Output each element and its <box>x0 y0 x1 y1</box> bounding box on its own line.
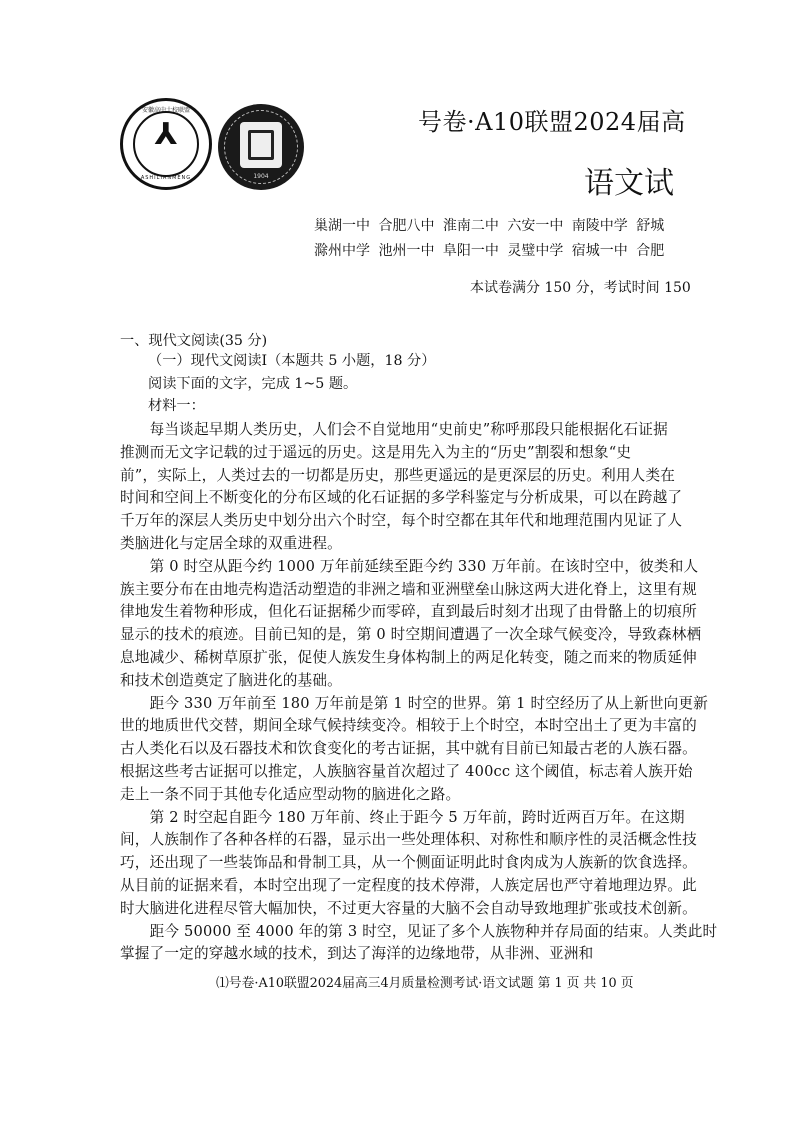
passage-line: 根据这些考古证据可以推定，人族脑容量首次超过了 400cc 这个阈值，标志着人族开始 <box>120 763 693 780</box>
alliance-logo <box>120 98 212 190</box>
passage-line: 推测而无文字记载的过于遥远的历史。这是用先入为主的“历史”割裂和想象“史 <box>120 443 632 461</box>
passage-line: 古人类化石以及石器技术和饮食变化的考古证据，其中就有目前已知最古老的人族石器。 <box>120 740 697 758</box>
passage-line: 每当谈起早期人类历史，人们会不自觉地用“史前史”称呼那段只能根据化石证据 <box>120 421 668 438</box>
alliance-logo-monogram: ⅄ <box>154 117 178 152</box>
passage-line: 息地减少、稀树草原扩张，促使人族发生身体构制上的两足化转变，随之而来的物质延伸 <box>120 649 697 666</box>
passage-line: 和技术创造奠定了脑进化的基础。 <box>120 671 342 689</box>
passage-line: 类脑进化与定居全球的双重进程。 <box>120 535 342 552</box>
schools-row-1: 巢湖一中 合肥八中 淮南二中 六安一中 南陵中学 舒城 <box>314 218 665 234</box>
passage-line: 世的地质世代交替，期间全球气候持续变冷。相较于上个时空，本时空出土了更为丰富的 <box>120 717 697 735</box>
alliance-logo-ring-text-bottom: ASHILIANMENG <box>140 175 192 181</box>
subsection-heading: （一）现代文阅读Ⅰ（本题共 5 小题，18 分） <box>148 353 436 369</box>
passage-line: 第 0 时空从距今约 1000 万年前延续至距今约 330 万年前。在该时空中，彼类和人 <box>120 557 699 575</box>
school-seal-year: 1904 <box>253 173 269 180</box>
section-heading: 一、现代文阅读(35 分) <box>120 333 268 349</box>
passage-line: 第 2 时空起自距今 180 万年前、终止于距今 5 万年前，跨时近两百万年。在这期 <box>120 808 685 826</box>
passage-line: 距今 330 万年前至 180 万年前是第 1 时空的世界。第 1 时空经历了从上新世向更新 <box>120 694 708 712</box>
passage-line: 掌握了一定的穿越水域的技术，到达了海洋的边缘地带，从非洲、亚洲和 <box>120 945 594 963</box>
passage-line: 族主要分布在由地壳构造活动塑造的非洲之墙和亚洲壁垒山脉这两大进化脊上，这里有规 <box>120 580 697 598</box>
passage-line: 距今 50000 至 4000 年的第 3 时空，见证了多个人族物种并存局面的结束。人类此时 <box>120 922 718 940</box>
school-seal-emblem-icon <box>248 130 274 160</box>
exam-subject: 语文试 <box>584 166 674 201</box>
schools-row-2: 滁州中学 池州一中 阜阳一中 灵璧中学 宿城一中 合肥 <box>314 243 665 259</box>
passage-line: 间，人族制作了各种各样的石器，显示出一些处理体积、对称性和顺序性的灵活概念性技 <box>120 831 697 849</box>
exam-title: 号卷·A10联盟2024届高 <box>418 108 686 136</box>
passage-line: 前”，实际上，人类过去的一切都是历史，那些更遥远的是更深层的历史。利用人类在 <box>120 466 676 484</box>
passage-line: 巧，还出现了一些装饰品和骨制工具，从一个侧面证明此时食肉成为人族新的饮食选择。 <box>120 854 697 872</box>
exam-note: 本试卷满分 150 分，考试时间 150 <box>470 280 691 296</box>
passage-line: 千万年的深层人类历史中划分出六个时空，每个时空都在其年代和地理范围内见证了人 <box>120 512 683 530</box>
passage-line: 从目前的证据来看，本时空出现了一定程度的技术停滞，人族定居也严守着地理边界。此 <box>120 877 697 894</box>
passage-line: 走上一条不同于其他专化适应型动物的脑进化之路。 <box>120 785 461 803</box>
passage-line: 律地发生着物种形成，但化石证据稀少而零碎，直到最后时刻才出现了由骨骼上的切痕所 <box>120 603 697 621</box>
school-seal-logo <box>218 104 304 190</box>
passage-line: 时间和空间上不断变化的分布区域的化石证据的多学科鉴定与分析成果，可以在跨越了 <box>120 489 683 507</box>
passage-line: 时大脑进化进程尽管大幅加快，不过更大容量的大脑不会自动导致地理扩张或技术创新。 <box>120 899 697 917</box>
reading-instruction: 阅读下面的文字，完成 1~5 题。 <box>148 376 358 392</box>
passage-line: 显示的技术的痕迹。目前已知的是，第 0 时空期间遭遇了一次全球气候变冷，导致森林栖 <box>120 626 702 644</box>
material-label: 材料一： <box>148 398 205 414</box>
page-footer: ⑴号卷·A10联盟2024届高三4月质量检测考试·语文试题 第 1 页 共 10 页 <box>216 976 634 991</box>
alliance-logo-ring-text: 安徽高中十校联盟 <box>141 107 190 114</box>
